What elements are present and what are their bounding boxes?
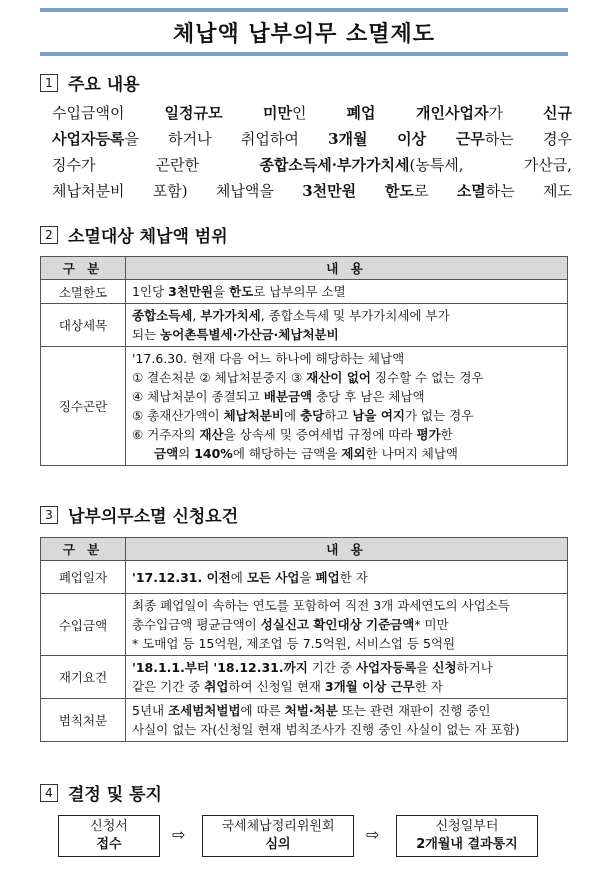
section-2-number: 2 <box>40 226 58 244</box>
header-category: 구 분 <box>41 538 126 561</box>
page-title: 체납액 납부의무 소멸제도 <box>172 21 436 47</box>
row-content: 최종 폐업일이 속하는 연도를 포함하여 직전 3개 과세연도의 사업소득 총수입금액 평균금액이 성실신고 확인대상 기준금액* 미만 * 도매업 등 15억원, 제조업 등 7.5억원, 서비스업 등 5억원 <box>126 594 568 656</box>
row-content: '18.1.1.부터 '18.12.31.까지 기간 중 사업자등록을 신청하거나 같은 기간 중 취업하여 신청일 현재 3개월 이상 근무한 자 <box>126 656 568 699</box>
section-3-number: 3 <box>40 506 58 524</box>
arrow-right-icon: ⇨ <box>366 825 380 844</box>
intro-line-1: 수입금액이 일정규모 미만인 폐업 개인사업자가 신규 <box>52 104 572 122</box>
section-4-heading <box>40 780 162 805</box>
header-category: 구 분 <box>41 257 126 280</box>
row-content: 종합소득세, 부가가치세, 종합소득세 및 부가가치세에 부가 되는 농어촌특별세·가산금·체납처분비 <box>126 304 568 347</box>
table-row <box>41 561 568 594</box>
section-4-title: 결정 및 통지 <box>68 785 162 805</box>
arrow-right-icon: ⇨ <box>172 825 186 844</box>
header-content: 내 용 <box>126 257 568 280</box>
header-content: 내 용 <box>126 538 568 561</box>
row-category: 범칙처분 <box>41 699 126 742</box>
section-2-heading <box>40 222 228 247</box>
table-header-row <box>41 538 568 561</box>
intro-line-2: 사업자등록을 하거나 취업하여 3개월 이상 근무하는 경우 <box>52 130 572 148</box>
row-category: 소멸한도 <box>41 280 126 304</box>
title-banner <box>40 8 568 56</box>
intro-line-4: 체납처분비 포함) 체납액을 3천만원 한도로 소멸하는 제도 <box>52 182 572 200</box>
flow-step-application: 신청서 접수 <box>58 815 160 857</box>
row-category: 수입금액 <box>41 594 126 656</box>
table-row <box>41 347 568 466</box>
row-category: 폐업일자 <box>41 561 126 594</box>
row-content: '17.6.30. 현재 다음 어느 하나에 해당하는 체납액 ① 결손처분 ② 체납처분중지 ③ 재산이 없어 징수할 수 없는 경우 ④ 체납처분이 종결되고 배분금액 충당 후 남은 체납액 ⑤ 총재산가액이 체납처분비에 충당하고 남을 여지가 없는 경우 ⑥ 거주자의 재산을 상속세 및 증여세법 규정에 따라 평가한 금액의 140%에 해당하는 금액을 제외한 나머지 체납액 <box>126 347 568 466</box>
table-row <box>41 304 568 347</box>
section-3-heading <box>40 502 238 527</box>
row-category: 징수곤란 <box>41 347 126 466</box>
scope-table <box>40 256 568 466</box>
section-3-title: 납부의무소멸 신청요건 <box>68 507 239 527</box>
row-content: '17.12.31. 이전에 모든 사업을 폐업한 자 <box>126 561 568 594</box>
section-1-number: 1 <box>40 74 58 92</box>
table-row <box>41 594 568 656</box>
table-row <box>41 280 568 304</box>
flow-step-notification: 신청일부터 2개월내 결과통지 <box>396 815 538 857</box>
row-content: 5년내 조세범처벌법에 따른 처벌·처분 또는 관련 재판이 진행 중인 사실이 없는 자(신청일 현재 범칙조사가 진행 중인 사실이 없는 자 포함) <box>126 699 568 742</box>
table-row <box>41 699 568 742</box>
section-1-heading <box>40 70 140 95</box>
table-row <box>41 656 568 699</box>
flow-step-review: 국세체납정리위원회 심의 <box>202 815 354 857</box>
intro-paragraph <box>52 100 572 204</box>
section-2-title: 소멸대상 체납액 범위 <box>68 227 228 247</box>
row-category: 재기요건 <box>41 656 126 699</box>
section-4-number: 4 <box>40 784 58 802</box>
row-category: 대상세목 <box>41 304 126 347</box>
row-content: 1인당 3천만원을 한도로 납부의무 소멸 <box>126 280 568 304</box>
table-header-row <box>41 257 568 280</box>
section-1-title: 주요 내용 <box>68 75 140 95</box>
requirements-table <box>40 537 568 742</box>
intro-line-3: 징수가 곤란한 종합소득세·부가가치세(농특세, 가산금, <box>52 156 572 174</box>
